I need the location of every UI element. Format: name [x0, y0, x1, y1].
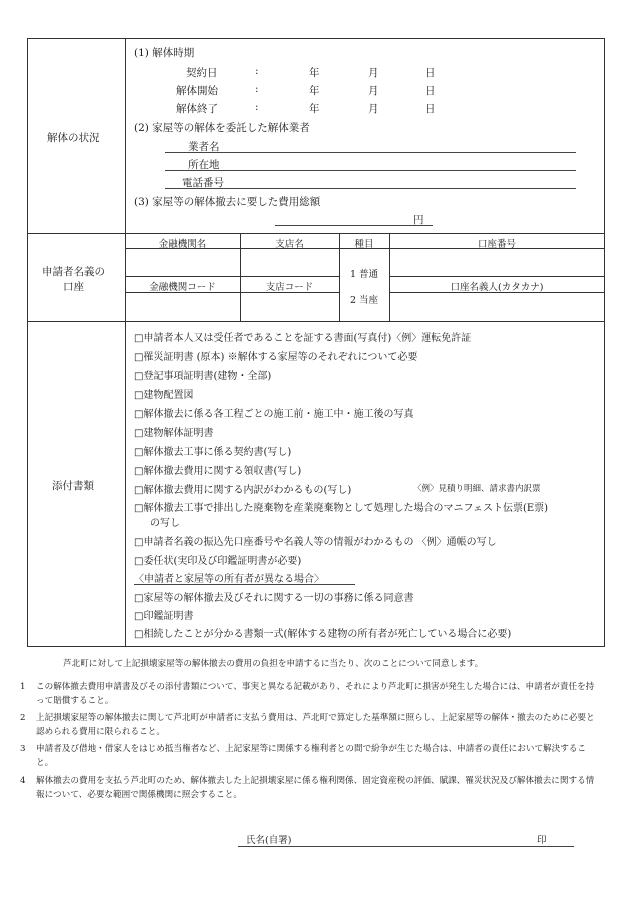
account-label-line2: 口座: [63, 281, 84, 293]
bank-code-header: 金融機関コード: [149, 282, 216, 293]
demolition-end-label: 解体終了: [176, 103, 218, 115]
attachment-item-photos[interactable]: □解体撤去に係る各工程ごとの施工前・施工中・施工後の写真: [134, 409, 414, 420]
seal-mark: 印: [537, 835, 547, 846]
bank-name-header: 金融機関名: [158, 239, 207, 250]
day-label: 日: [425, 103, 436, 115]
yen-label: 円: [413, 214, 424, 226]
clause-number: 3: [20, 744, 26, 754]
section-divider: [27, 233, 605, 234]
consent-intro: 芦北町に対して上記損壊家屋等の解体撤去の費用の負担を申請するに当たり、次のことについて同意します。: [63, 659, 484, 669]
clause-text: この解体撤去費用申請書及びその添付書類について、事実と異なる記載があり、それにより芦北町に損害が発生した場合には、申請者が責任を持って賠償すること。: [36, 682, 595, 706]
clause-number: 1: [20, 682, 26, 692]
bank-grid-line: [125, 276, 339, 277]
owner-differs-subheading: 〈申請者と家屋等の所有者が異なる場合〉: [134, 574, 324, 585]
signature-field[interactable]: [238, 846, 574, 847]
breakdown-example-note: 〈例〉見積り明細、請求書内訳票: [413, 484, 541, 494]
attachment-item-manifest[interactable]: □解体撤去工事で排出した廃棄物を産業廃棄物として処理した場合のマニフェスト伝票(E票): [134, 503, 549, 514]
account-holder-header: 口座名義人(カタカナ): [450, 282, 544, 293]
attachment-item-demolition-certificate[interactable]: □建物解体証明書: [134, 428, 214, 439]
consent-clause-2: [20, 712, 602, 739]
day-label: 日: [425, 67, 436, 79]
attachment-item-contract[interactable]: □解体撤去工事に係る契約書(写し): [134, 447, 292, 458]
bank-code-field[interactable]: [126, 293, 239, 320]
month-label: 月: [368, 103, 379, 115]
colon: :: [255, 83, 259, 95]
total-cost-heading: (3) 家屋等の解体撤去に要した費用総額: [134, 196, 321, 208]
year-label: 年: [309, 103, 320, 115]
attachment-item-inheritance[interactable]: □相続したことが分かる書類一式(解体する建物の所有者が死亡している場合に必要): [134, 629, 512, 640]
contractor-heading: (2) 家屋等の解体を委託した解体業者: [134, 122, 310, 134]
company-name-field[interactable]: [165, 152, 576, 153]
month-label: 月: [368, 67, 379, 79]
label-column-divider: [125, 38, 126, 647]
attachment-item-disaster-certificate[interactable]: □罹災証明書 (原本) ※解体する家屋等のそれぞれについて必要: [134, 352, 418, 363]
total-cost-field[interactable]: [275, 225, 433, 226]
attachment-item-consent[interactable]: □家屋等の解体撤去及びそれに関する一切の事務に係る同意書: [134, 593, 414, 604]
clause-text: 解体撤去の費用を支払う芦北町のため、解体撤去した上記損壊家屋に係る権利関係、固定資産税の評価、賦課、罹災状況及び解体撤去に関する情報について、必要な範囲で関係機関に照会すること。: [36, 776, 595, 800]
consent-clause-3: [20, 743, 602, 770]
year-label: 年: [309, 85, 320, 97]
colon: :: [255, 65, 259, 77]
day-label: 日: [425, 85, 436, 97]
account-type-header: 種目: [354, 239, 374, 250]
account-holder-field[interactable]: [390, 293, 604, 320]
attachment-item-breakdown[interactable]: □解体撤去費用に関する内訳がわかるもの(写し): [134, 485, 352, 496]
consent-clause-1: [20, 681, 602, 708]
contract-date-label: 契約日: [186, 67, 218, 79]
branch-code-header: 支店コード: [265, 282, 314, 293]
account-type-ordinary[interactable]: 1 普通: [349, 269, 379, 280]
demolition-period-heading: (1) 解体時期: [134, 47, 195, 59]
section-divider: [27, 321, 605, 322]
consent-clause-4: [20, 775, 602, 802]
year-label: 年: [309, 67, 320, 79]
attachment-item-power-of-attorney[interactable]: □委任状(実印及び印鑑証明書が必要): [134, 556, 302, 567]
company-name-label: 業者名: [188, 141, 220, 153]
account-number-header: 口座番号: [477, 239, 516, 250]
attachment-item-registry[interactable]: □登記事項証明書(建物・全部): [134, 371, 272, 382]
clause-number: 4: [20, 776, 26, 786]
clause-text: 上記損壊家屋等の解体撤去に関して芦北町が申請者に支払う費用は、芦北町で算定した基準額に照らし、上記家屋等の解体・撤去のために必要と認められる費用に限られること。: [36, 713, 595, 737]
company-address-label: 所在地: [188, 159, 220, 171]
demolition-status-label: 解体の状況: [47, 132, 100, 144]
month-label: 月: [368, 85, 379, 97]
attachment-item-seal-certificate[interactable]: □印鑑証明書: [134, 611, 194, 622]
colon: :: [255, 101, 259, 113]
attachments-label: 添付書類: [52, 480, 94, 492]
company-phone-field[interactable]: [165, 188, 576, 189]
clause-number: 2: [20, 713, 26, 723]
attachment-item-layout[interactable]: □建物配置図: [134, 390, 194, 401]
demolition-start-label: 解体開始: [176, 85, 218, 97]
bank-grid-line: [389, 276, 605, 277]
attachment-item-manifest-cont: の写し: [150, 518, 180, 529]
branch-name-header: 支店名: [275, 239, 304, 250]
company-phone-label: 電話番号: [182, 177, 224, 189]
attachment-item-receipt[interactable]: □解体撤去費用に関する領収書(写し): [134, 466, 302, 477]
company-address-field[interactable]: [165, 170, 576, 171]
account-label-line1: 申請者名義の: [42, 266, 105, 278]
attachment-item-id[interactable]: □申請者本人又は受任者であることを証する書面(写真付)〈例〉運転免許証: [134, 333, 472, 344]
subheading-underline: [134, 584, 355, 585]
account-type-current[interactable]: 2 当座: [349, 295, 379, 306]
signature-label: 氏名(自署): [246, 835, 292, 846]
branch-name-field[interactable]: [241, 249, 338, 275]
bank-name-field[interactable]: [126, 249, 239, 275]
branch-code-field[interactable]: [241, 293, 338, 320]
clause-text: 申請者及び借地・借家人をはじめ抵当権者など、上記家屋等に関係する権利者との間で紛争が生じた場合は、申請者の責任において解決すること。: [36, 744, 587, 768]
attachment-item-bank-info[interactable]: □申請者名義の振込先口座番号や名義人等の情報がわかるもの 〈例〉通帳の写し: [134, 537, 497, 548]
account-number-field[interactable]: [390, 249, 604, 275]
